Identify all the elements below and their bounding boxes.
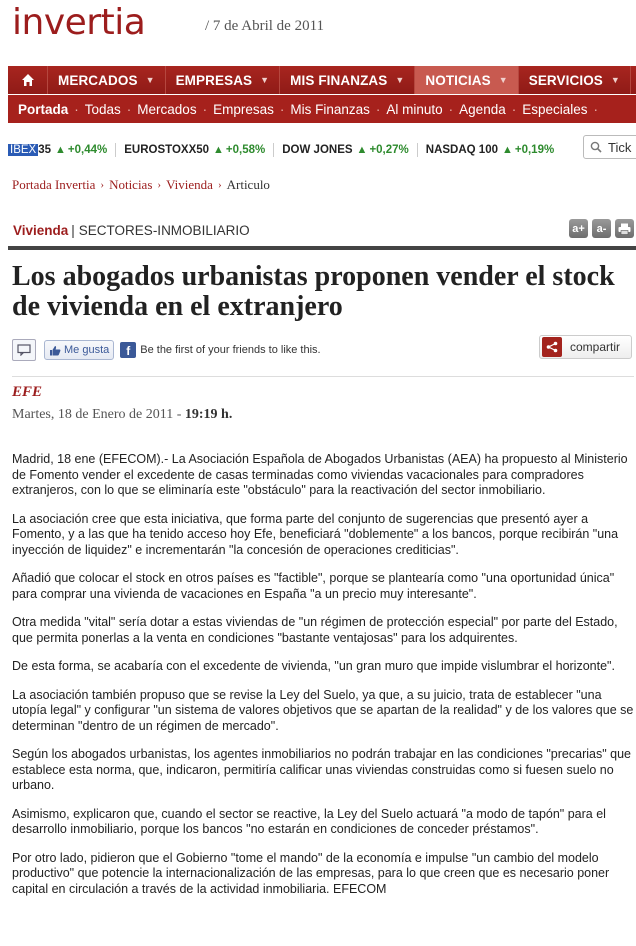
ticker-value: +0,27%: [369, 144, 409, 156]
article-paragraph: Madrid, 18 ene (EFECOM).- La Asociación Española de Abogados Urbanistas (AEA) ha propuesto al Ministerio de Fomento vender el excedente de casas terminadas como viviendas vacacionales para compradores extranjeros, con lo que se eliminaría este "obstáculo" para la reactivación del sector inmobiliario.: [12, 452, 628, 497]
article-source: EFE: [12, 384, 43, 400]
nav-item-label: EMPRESAS: [175, 72, 253, 88]
facebook-icon: f: [120, 342, 136, 358]
up-arrow-icon: ▲: [55, 144, 66, 156]
section-main-link[interactable]: Vivienda: [13, 223, 69, 238]
subnav-item-todas[interactable]: Todas: [84, 101, 121, 117]
search-icon: [590, 141, 602, 153]
print-button[interactable]: [615, 219, 634, 238]
subnav-item-empresas[interactable]: Empresas: [213, 101, 274, 117]
section-pipe: |: [71, 223, 75, 238]
share-button[interactable]: [539, 335, 632, 359]
ticker-name: DOW JONES: [282, 144, 353, 156]
article-time: 19:19 h.: [184, 407, 233, 422]
dropdown-arrow-icon: ▼: [260, 75, 270, 85]
market-ticker: [8, 136, 636, 164]
subnav-separator: ·: [126, 101, 132, 117]
article-date-text: Martes, 18 de Enero de 2011 -: [12, 407, 185, 422]
ticker-search-input[interactable]: [583, 135, 636, 159]
header-date: / 7 de Abril de 2011: [205, 18, 325, 34]
comment-button[interactable]: [12, 339, 36, 361]
article-headline: Los abogados urbanistas proponen vender el stock de vivienda en el extranjero: [12, 261, 615, 322]
breadcrumb-link[interactable]: Vivienda: [166, 177, 213, 192]
subnav-item-especiales[interactable]: Especiales: [522, 101, 588, 117]
subnav-item-mis-finanzas[interactable]: Mis Finanzas: [290, 101, 370, 117]
breadcrumb-separator-icon: ›: [100, 179, 105, 191]
breadcrumb-separator-icon: ›: [157, 179, 162, 191]
article-date: [12, 407, 232, 423]
subnav-separator: ·: [593, 101, 599, 117]
nav-item-empresas[interactable]: [166, 66, 281, 94]
subnav-separator: ·: [74, 101, 79, 117]
subnav-item-al-minuto[interactable]: Al minuto: [386, 101, 443, 117]
share-label: compartir: [570, 340, 621, 354]
font-decrease-button[interactable]: a-: [592, 219, 611, 238]
ticker-name-highlight: IBEX: [10, 144, 37, 156]
article-body: [12, 452, 634, 910]
printer-icon: [618, 223, 631, 235]
subnav-separator: ·: [511, 101, 517, 117]
breadcrumb-link[interactable]: Noticias: [109, 177, 153, 192]
nav-item-label: NOTICIAS: [425, 72, 491, 88]
like-button[interactable]: [44, 340, 114, 360]
ticker-item-nasdaq[interactable]: [426, 144, 554, 156]
comment-icon: [17, 344, 31, 356]
font-increase-button[interactable]: a+: [569, 219, 588, 238]
article-paragraph: Otra medida "vital" sería dotar a estas viviendas de "un régimen de protección especial" por parte del Estado, que permita ponerlas a la venta en condiciones "bastante ventajosas" para los adquirentes.: [12, 615, 618, 645]
subnav-item-mercados[interactable]: Mercados: [137, 101, 197, 117]
search-placeholder: Tick: [608, 139, 632, 155]
facebook-like-text: Be the first of your friends to like this.: [140, 344, 321, 356]
ticker-name: EUROSTOXX50: [124, 144, 210, 156]
nav-item-label: MERCADOS: [58, 72, 138, 88]
up-arrow-icon: ▲: [213, 144, 224, 156]
ticker-item-eurostoxx[interactable]: [124, 144, 265, 156]
share-icon: [542, 337, 562, 357]
site-header: [0, 0, 636, 66]
nav-item-noticias[interactable]: [415, 66, 518, 94]
ticker-value: +0,19%: [514, 144, 555, 156]
section-bar: [8, 216, 636, 250]
dropdown-arrow-icon: ▼: [498, 75, 508, 85]
nav-home-button[interactable]: [8, 66, 48, 94]
article-paragraph: Asimismo, explicaron que, cuando el sector se reactive, la Ley del Suelo actuará "a modo de tapón" para el desarrollo inmobiliario, porque los bancos "no estarán en condiciones de conceder préstamos".: [12, 806, 606, 836]
dropdown-arrow-icon: ▼: [145, 75, 155, 85]
subnav-separator: ·: [279, 101, 285, 117]
nav-item-mis-finanzas[interactable]: [280, 66, 415, 94]
nav-item-servicios[interactable]: [519, 66, 631, 94]
nav-item-mercados[interactable]: [48, 66, 166, 94]
article-paragraph: Añadió que colocar el stock en otros países es "factible", porque se plantearía como "una oportunidad única" para comprar una vivienda de vacaciones en España "a un precio muy interesante".: [12, 571, 615, 601]
home-icon: [21, 73, 35, 87]
nav-item-label: SERVICIOS: [528, 72, 603, 88]
section-sub: SECTORES-INMOBILIARIO: [78, 223, 250, 238]
section-label: [13, 223, 250, 238]
ticker-divider: [115, 143, 116, 157]
subnav-item-portada[interactable]: Portada: [18, 101, 69, 117]
ticker-value: +0,58%: [225, 144, 266, 156]
up-arrow-icon: ▲: [356, 144, 368, 156]
sub-nav: [8, 95, 636, 123]
ticker-name: NASDAQ 100: [425, 144, 498, 156]
main-nav: [8, 66, 636, 94]
up-arrow-icon: ▲: [501, 144, 513, 156]
article-paragraph: La asociación cree que esta iniciativa, que forma parte del conjunto de sugerencias que presentó ayer a Fomento, y a las que ha tenido acceso hoy Efe, beneficiará "doblemente" a los bancos, porque recibirán "una inyección de liquidez" e incrementarán "la concesión de operaciones crediticias".: [12, 511, 619, 557]
social-bar: [12, 338, 321, 362]
thumbs-up-icon: [49, 345, 61, 356]
breadcrumb-separator-icon: ›: [217, 179, 222, 191]
subnav-item-agenda[interactable]: Agenda: [459, 101, 506, 117]
article-tools: [565, 219, 634, 238]
ticker-value: +0,44%: [67, 144, 108, 156]
divider: [12, 376, 634, 377]
breadcrumb-current: Articulo: [226, 177, 270, 192]
subnav-separator: ·: [375, 101, 381, 117]
ticker-name: 35: [38, 144, 52, 156]
site-logo[interactable]: invertia: [12, 2, 146, 43]
dropdown-arrow-icon: ▼: [610, 75, 620, 85]
article-paragraph: Por otro lado, pidieron que el Gobierno "tome el mando" de la economía e impulse "un cambio del modelo productivo" que potencie la internacionalización de las empresas, para lo que creen que es necesario poner capital en circulación a través de la actividad inmobiliaria. EFECOM: [12, 850, 610, 896]
like-label: Me gusta: [64, 344, 110, 356]
nav-item-label: MIS FINANZAS: [290, 72, 388, 88]
breadcrumb-link[interactable]: Portada Invertia: [12, 177, 96, 192]
subnav-separator: ·: [202, 101, 208, 117]
article-paragraph: La asociación también propuso que se revise la Ley del Suelo, ya que, a su juicio, trata de establecer "una utopía legal" y configurar "un sistema de valores objetivos que se apartan de la realidad" y de los valores que se determinan "dentro de un régimen de mercado".: [12, 687, 634, 733]
ticker-item-dow-jones[interactable]: [282, 144, 409, 156]
dropdown-arrow-icon: ▼: [395, 75, 405, 85]
ticker-divider: [273, 143, 274, 157]
article-paragraph: De esta forma, se acabaría con el excedente de vivienda, "un gran muro que impide vislumbrar el horizonte".: [12, 659, 615, 673]
ticker-item-ibex[interactable]: [8, 144, 107, 156]
subnav-separator: ·: [448, 101, 454, 117]
article-paragraph: Según los abogados urbanistas, los agentes inmobiliarios no podrán trabajar en las condiciones "precarias" que establece esta norma, que, indicaron, permitiría calificar unas viviendas construidas como si fuesen suelo no urbano.: [12, 747, 631, 792]
ticker-divider: [417, 143, 418, 157]
breadcrumb: [12, 177, 270, 193]
